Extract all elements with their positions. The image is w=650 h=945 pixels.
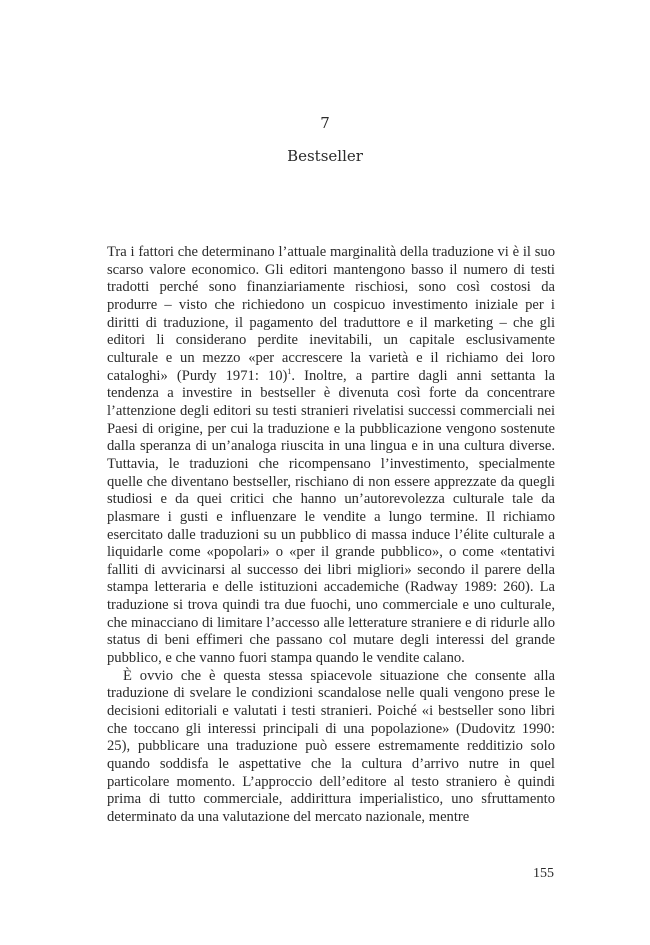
footnote-reference[interactable]: 1 [287,366,292,376]
paragraph-2: È ovvio che è questa stessa spiacevole situazione che consente alla traduzione di svelare le condizioni scandalose nelle quali vengono prese le decisioni editoriali e valutati i testi stranieri. Poiché «i bestseller sono libri che toccano gli interessi principali di una popolazione» (Dudovitz 1990: 25), pubblicare una traduzione può essere estremamente redditizio solo quando soddisfa le aspettative che la cultura d’arrivo nutre in quel particolare momento. L’approccio dell’editore al testo straniero è quindi prima di tutto commerciale, addirittura imperialistico, uno sfruttamento determinato da una valutazione del mercato nazionale, mentre [107,667,555,825]
page-number: 155 [533,866,554,881]
chapter-number: 7 [320,114,330,132]
paragraph-1-text: Tra i fattori che determinano l’attuale marginalità della traduzione vi è il suo scarso valore economico. Gli editori mantengono basso il numero di testi tradotti perché sono finanziariamente rischiosi, sono così costosi da produrre – visto che richiedono un cospicuo investimento iniziale per i diritti di traduzione, il pagamento del traduttore e il marketing – che gli editori li considerano perdite inevitabili, un capitale esclusivamente culturale e un mezzo «per accrescere la varietà e il richiamo dei loro cataloghi» (Purdy 1971: 10) [107,244,555,384]
chapter-title: Bestseller [287,147,363,165]
paragraph-1 [107,244,555,668]
paragraph-1-continuation: . Inoltre, a partire dagli anni settanta la tendenza a investire in bestseller è divenuta così forte da concentrare l’attenzione degli editori su testi stranieri rivelatisi successi commerciali nei Paesi di origine, per cui la traduzione e la pubblicazione vengono sostenute dalla speranza di un’analoga riuscita in una lingua e in una cultura diverse. Tuttavia, le traduzioni che ricompensano l’investimento, specialmente quelle che diventano bestseller, rischiano di non essere apprezzate da quegli studiosi e da quei critici che hanno un’autorevolezza culturale tale da plasmare i gusti e influenzare le vendite a lungo termine. Il richiamo esercitato dalle traduzioni su un pubblico di massa induce l’élite culturale a liquidarle come «popolari» o «per il grande pubblico», o come «tentativi falliti di avvicinarsi al successo dei libri migliori» secondo il parere della stampa letteraria e delle istituzioni accademiche (Radway 1989: 260). La traduzione si trova quindi tra due fuochi, uno commerciale e uno culturale, che minacciano di limitare l’accesso alle letterature straniere e di ridurle allo status di beni effimeri che passano col mutare degli interessi del grande pubblico, e che vanno fuori stampa quando le vendite calano. [107,367,555,667]
body-text [107,244,555,827]
